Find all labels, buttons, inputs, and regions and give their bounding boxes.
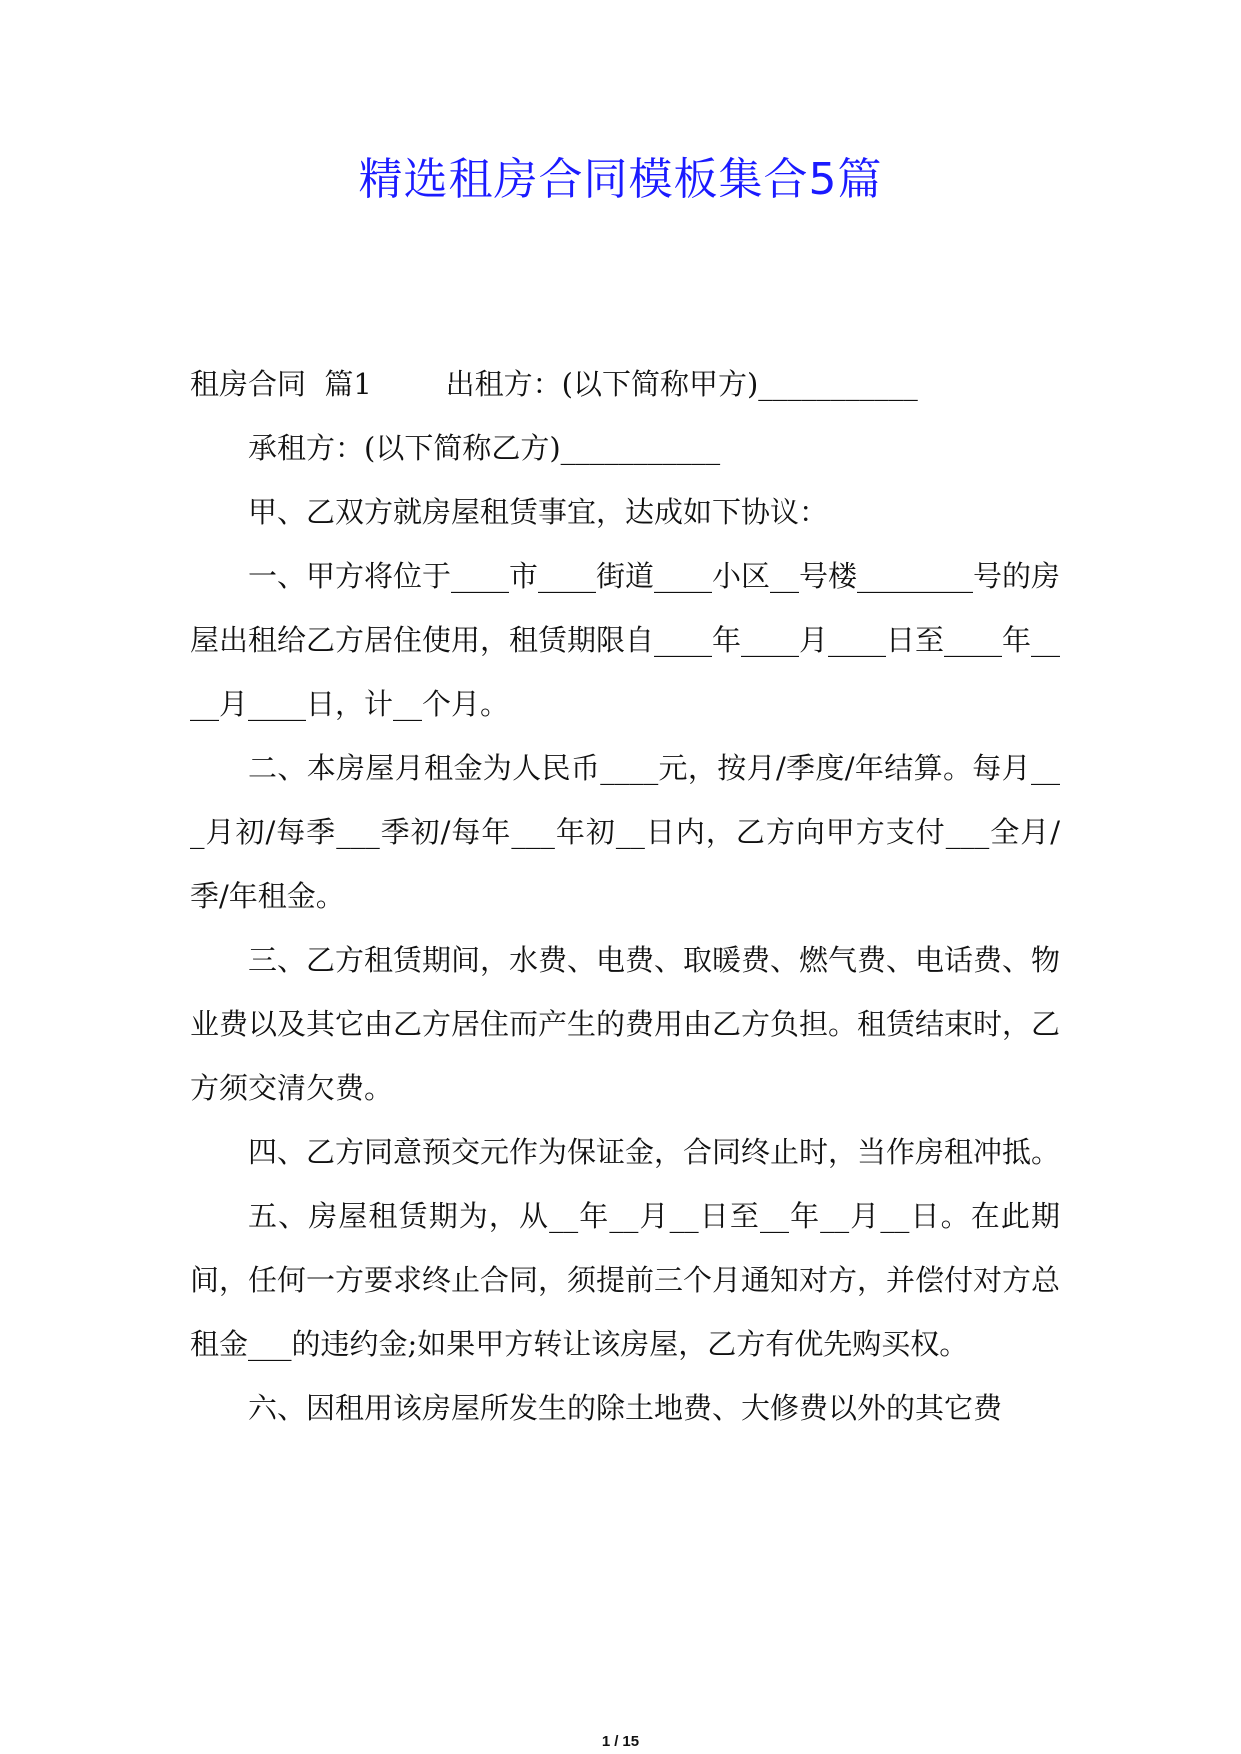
contract-header-line: 租房合同 篇1 出租方：(以下简称甲方)___________ <box>190 367 918 401</box>
paragraph-clause-3: 三、乙方租赁期间，水费、电费、取暖费、燃气费、电话费、物业费以及其它由乙方居住而产生的费用由乙方负担。租赁结束时，乙方须交清欠费。 <box>190 943 1061 1105</box>
total-pages: 15 <box>622 1733 640 1750</box>
paragraph-clause-4: 四、乙方同意预交元作为保证金，合同终止时，当作房租冲抵。 <box>248 1135 1061 1169</box>
paragraph-clause-1: 一、甲方将位于____市____街道____小区__号楼________号的房屋出租给乙方居住使用，租赁期限自____年____月____日至____年____月____日，计__个月。 <box>190 559 1061 721</box>
paragraph-clause-6: 六、因租用该房屋所发生的除土地费、大修费以外的其它费 <box>248 1391 1003 1425</box>
document-body <box>190 352 1060 1440</box>
paragraph-lessee: 承租方：(以下简称乙方)___________ <box>248 431 721 465</box>
page-separator: / <box>614 1733 619 1750</box>
document-title: 精选租房合同模板集合5篇 <box>358 154 883 205</box>
paragraph-agreement-intro: 甲、乙双方就房屋租赁事宜，达成如下协议： <box>248 495 829 529</box>
paragraph-clause-5: 五、房屋租赁期为，从__年__月__日至__年__月__日。在此期间，任何一方要求终止合同，须提前三个月通知对方，并偿付对方总租金___的违约金;如果甲方转让该房屋，乙方有优先购买权。 <box>190 1199 1061 1361</box>
page-number <box>0 1733 1241 1751</box>
current-page-number: 1 <box>601 1733 611 1750</box>
paragraph-clause-2: 二、本房屋月租金为人民币____元，按月/季度/年结算。每月___月初/每季___季初/每年___年初__日内，乙方向甲方支付___全月/季/年租金。 <box>190 751 1060 913</box>
